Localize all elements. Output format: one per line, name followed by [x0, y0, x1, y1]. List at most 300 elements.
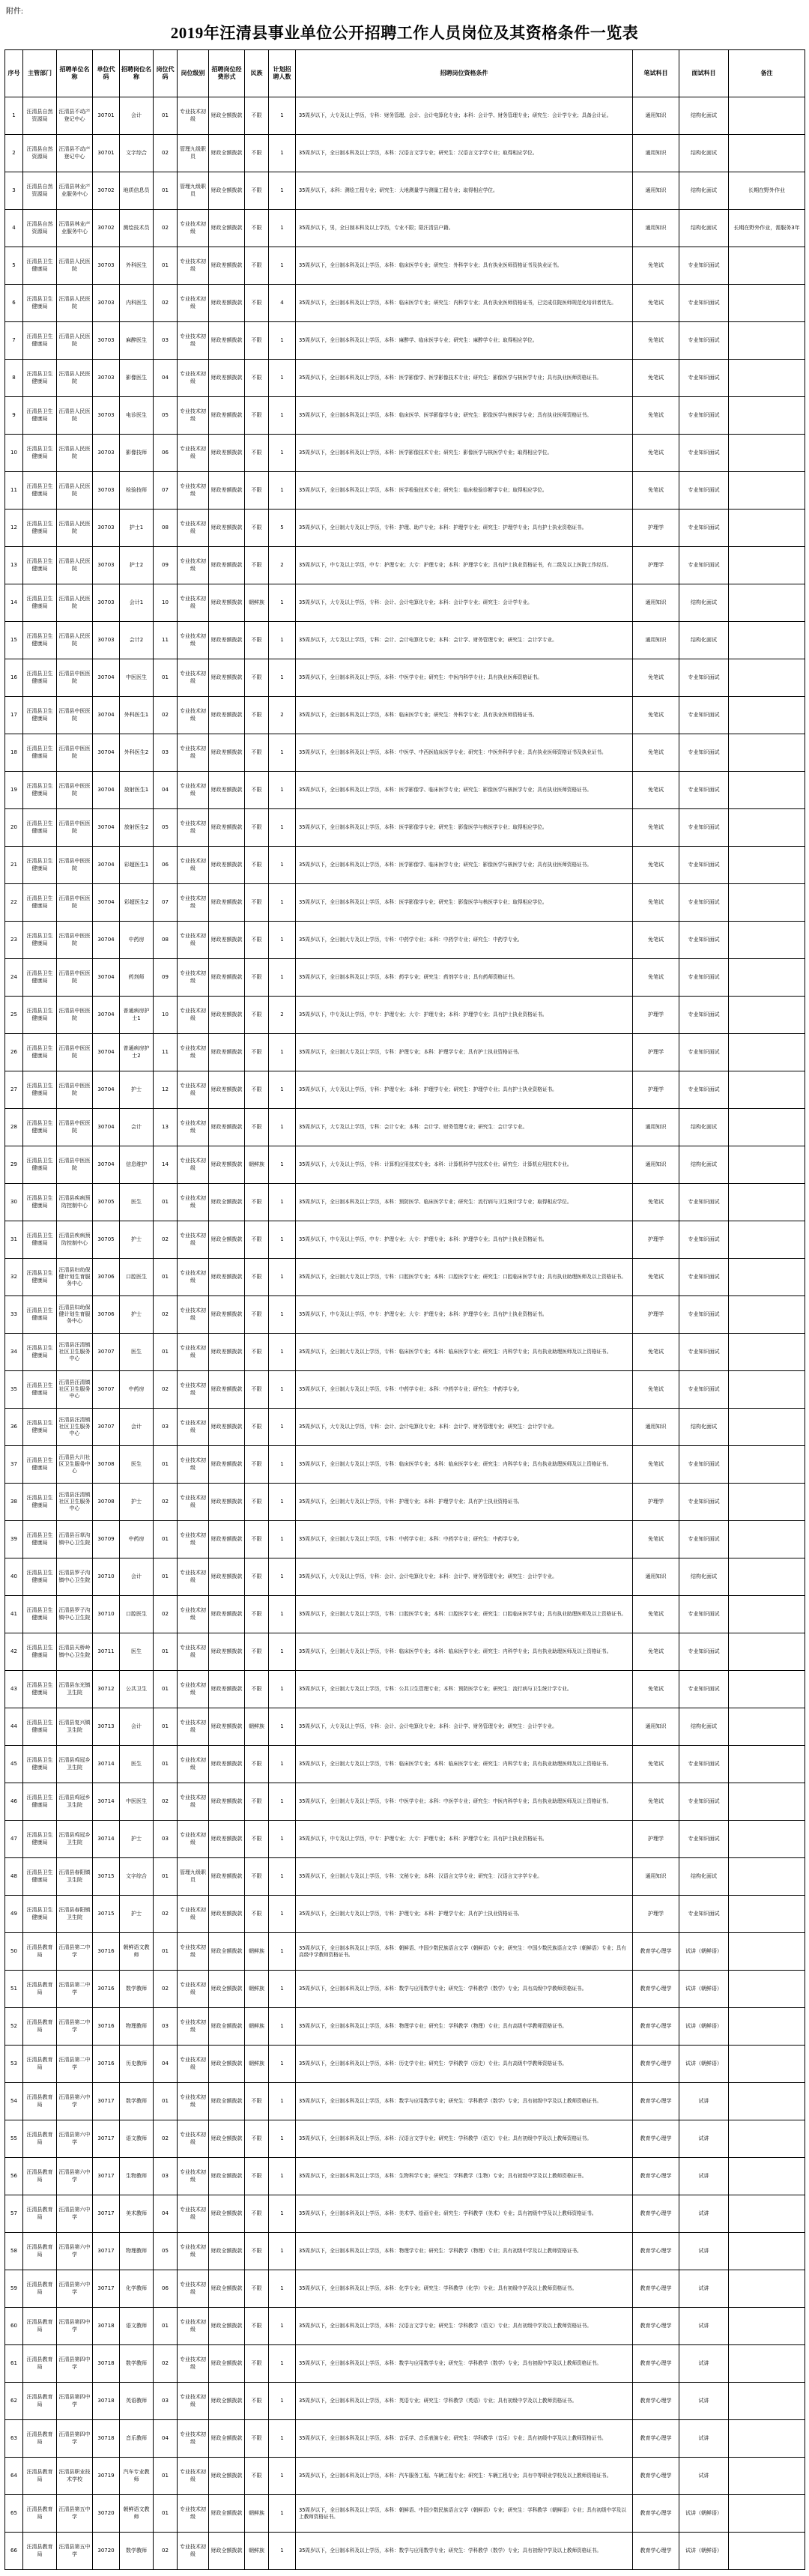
cell-ethnicity: 不限	[245, 322, 269, 360]
cell-remarks	[729, 360, 805, 397]
cell-interview: 专业知识面试	[679, 1671, 729, 1708]
cell-unit-name: 汪清县中医医院	[57, 1109, 93, 1146]
cell-position-code: 06	[154, 435, 178, 472]
cell-department: 汪清县教育局	[23, 2120, 57, 2158]
cell-row-index: 58	[5, 2233, 23, 2270]
table-row	[5, 247, 805, 285]
table-row	[5, 1184, 805, 1221]
cell-ethnicity: 朝鲜族	[245, 2046, 269, 2083]
cell-ethnicity: 朝鲜族	[245, 2008, 269, 2046]
cell-ethnicity: 不限	[245, 1783, 269, 1821]
cell-unit-code: 30711	[93, 1633, 120, 1671]
cell-unit-code: 30703	[93, 322, 120, 360]
cell-funding-type: 财政全额拨款	[209, 1971, 245, 2008]
cell-funding-type: 财政全额拨款	[209, 135, 245, 172]
cell-written-exam: 通用知识	[633, 1409, 679, 1446]
cell-funding-type: 财政全额拨款	[209, 1184, 245, 1221]
cell-funding-type: 财政差额拨款	[209, 322, 245, 360]
cell-department: 汪清县卫生健康局	[23, 922, 57, 959]
cell-unit-code: 30704	[93, 697, 120, 734]
cell-planned-count: 1	[269, 172, 296, 210]
cell-planned-count: 1	[269, 2383, 296, 2420]
cell-ethnicity: 不限	[245, 2420, 269, 2458]
cell-unit-code: 30714	[93, 1783, 120, 1821]
cell-department: 汪清县卫生健康局	[23, 1896, 57, 1933]
cell-unit-code: 30703	[93, 435, 120, 472]
cell-unit-name: 汪清县中医医院	[57, 959, 93, 997]
cell-department: 汪清县卫生健康局	[23, 622, 57, 659]
cell-department: 汪清县卫生健康局	[23, 659, 57, 697]
table-row	[5, 1558, 805, 1596]
cell-interview: 结构化面试	[679, 172, 729, 210]
cell-position-name: 历史教师	[120, 2046, 154, 2083]
cell-written-exam: 护理学	[633, 1896, 679, 1933]
cell-remarks	[729, 2383, 805, 2420]
cell-position-name: 医生	[120, 1633, 154, 1671]
cell-planned-count: 1	[269, 2083, 296, 2120]
cell-remarks	[729, 1259, 805, 1296]
cell-remarks	[729, 1146, 805, 1184]
cell-interview: 结构化面试	[679, 97, 729, 135]
cell-position-code: 01	[154, 1446, 178, 1484]
cell-row-index: 15	[5, 622, 23, 659]
cell-position-name: 普通病房护士2	[120, 1034, 154, 1071]
cell-row-index: 43	[5, 1671, 23, 1708]
cell-ethnicity: 不限	[245, 809, 269, 847]
cell-unit-name: 汪清县汪清镇社区卫生服务中心	[57, 1371, 93, 1409]
cell-position-code: 14	[154, 1146, 178, 1184]
cell-row-index: 29	[5, 1146, 23, 1184]
table-row	[5, 922, 805, 959]
cell-department: 汪清县卫生健康局	[23, 884, 57, 922]
table-row	[5, 322, 805, 360]
cell-planned-count: 1	[269, 1259, 296, 1296]
cell-position-name: 生物教师	[120, 2158, 154, 2195]
cell-unit-code: 30713	[93, 1708, 120, 1746]
cell-unit-code: 30720	[93, 2495, 120, 2533]
cell-funding-type: 财政差额拨款	[209, 1296, 245, 1334]
cell-interview: 专业知识面试	[679, 1783, 729, 1821]
cell-position-level: 专业技术初级	[178, 1334, 209, 1371]
cell-department: 汪清县自然资源局	[23, 97, 57, 135]
table-row	[5, 2083, 805, 2120]
cell-remarks	[729, 1558, 805, 1596]
table-row	[5, 360, 805, 397]
cell-unit-name: 汪清县疾病预防控制中心	[57, 1221, 93, 1259]
cell-funding-type: 财政差额拨款	[209, 772, 245, 809]
cell-unit-code: 30703	[93, 584, 120, 622]
cell-funding-type: 财政差额拨款	[209, 1446, 245, 1484]
cell-unit-code: 30704	[93, 997, 120, 1034]
cell-remarks	[729, 809, 805, 847]
cell-interview: 结构化面试	[679, 1146, 729, 1184]
cell-unit-code: 30710	[93, 1558, 120, 1596]
cell-requirements: 35周岁以下，大专及以上学历，专科：会计、会计电算化专业；本科：会计学、财务管理专业；研究生：会计学专业。	[296, 1708, 633, 1746]
cell-unit-name: 汪清县鸡冠乡卫生院	[57, 1746, 93, 1783]
cell-position-level: 专业技术初级	[178, 97, 209, 135]
cell-row-index: 50	[5, 1933, 23, 1971]
cell-written-exam: 免笔试	[633, 1259, 679, 1296]
cell-position-code: 01	[154, 1746, 178, 1783]
cell-written-exam: 通用知识	[633, 584, 679, 622]
cell-unit-code: 30716	[93, 1933, 120, 1971]
cell-department: 汪清县卫生健康局	[23, 1221, 57, 1259]
cell-position-name: 中药房	[120, 1371, 154, 1409]
cell-unit-name: 汪清县汪清镇社区卫生服务中心	[57, 1409, 93, 1446]
cell-position-level: 专业技术初级	[178, 2458, 209, 2495]
cell-unit-name: 汪清县不动产登记中心	[57, 97, 93, 135]
table-row	[5, 959, 805, 997]
cell-remarks	[729, 1633, 805, 1671]
cell-remarks	[729, 472, 805, 510]
cell-position-code: 01	[154, 1933, 178, 1971]
cell-remarks	[729, 1708, 805, 1746]
cell-remarks	[729, 734, 805, 772]
cell-written-exam: 通用知识	[633, 210, 679, 247]
cell-written-exam: 免笔试	[633, 1334, 679, 1371]
cell-department: 汪清县教育局	[23, 2420, 57, 2458]
cell-interview: 专业知识面试	[679, 1221, 729, 1259]
cell-position-level: 专业技术初级	[178, 1596, 209, 1633]
cell-position-name: 公共卫生	[120, 1671, 154, 1708]
cell-requirements: 35周岁以下，全日制大专及以上学历，专科：中医学专业；本科：中医学专业；研究生：中医内科学专业；具有执业助理医师及以上资格证书。	[296, 1783, 633, 1821]
cell-unit-name: 汪清县中医医院	[57, 922, 93, 959]
cell-planned-count: 1	[269, 1071, 296, 1109]
cell-remarks	[729, 1409, 805, 1446]
cell-position-name: 文字综合	[120, 1858, 154, 1896]
cell-department: 汪清县教育局	[23, 1971, 57, 2008]
cell-written-exam: 教育学心理学	[633, 2008, 679, 2046]
cell-requirements: 35周岁以下，全日制大专及以上学历，专科：临床医学专业；本科：临床医学专业；研究生：内科学专业；具有执业助理医师及以上资格证书。	[296, 1334, 633, 1371]
cell-position-code: 02	[154, 135, 178, 172]
cell-ethnicity: 不限	[245, 922, 269, 959]
cell-remarks	[729, 2158, 805, 2195]
cell-row-index: 53	[5, 2046, 23, 2083]
cell-funding-type: 财政差额拨款	[209, 1671, 245, 1708]
cell-planned-count: 1	[269, 622, 296, 659]
cell-unit-code: 30703	[93, 510, 120, 547]
cell-planned-count: 1	[269, 2495, 296, 2533]
cell-interview: 结构化面试	[679, 622, 729, 659]
cell-requirements: 35周岁以下，全日制本科及以上学历，本科：数学与应用数学专业；研究生：学科教学（数学）专业；具有初级中学及以上教师资格证书。	[296, 2345, 633, 2383]
col-header-unit-code: 单位代码	[93, 50, 120, 97]
cell-funding-type: 财政全额拨款	[209, 1221, 245, 1259]
table-row	[5, 1896, 805, 1933]
cell-row-index: 27	[5, 1071, 23, 1109]
cell-position-code: 10	[154, 997, 178, 1034]
cell-ethnicity: 不限	[245, 1221, 269, 1259]
cell-row-index: 20	[5, 809, 23, 847]
cell-unit-name: 汪清县第四中学	[57, 2345, 93, 2383]
cell-department: 汪清县卫生健康局	[23, 584, 57, 622]
cell-position-name: 测绘技术员	[120, 210, 154, 247]
cell-position-level: 专业技术初级	[178, 2308, 209, 2345]
cell-unit-name: 汪清县中医医院	[57, 997, 93, 1034]
cell-ethnicity: 不限	[245, 622, 269, 659]
cell-interview: 专业知识面试	[679, 734, 729, 772]
cell-interview: 专业知识面试	[679, 1821, 729, 1858]
cell-position-level: 管理九级职员	[178, 1858, 209, 1896]
cell-ethnicity: 不限	[245, 2458, 269, 2495]
cell-requirements: 35周岁以下，全日制本科及以上学历，本科：医学影像学专业；研究生：影像医学与核医学专业；取得相应学位。	[296, 884, 633, 922]
cell-unit-name: 汪清县人民医院	[57, 622, 93, 659]
cell-position-code: 03	[154, 322, 178, 360]
cell-row-index: 12	[5, 510, 23, 547]
cell-position-level: 专业技术初级	[178, 997, 209, 1034]
cell-position-code: 02	[154, 1371, 178, 1409]
cell-position-code: 02	[154, 285, 178, 322]
cell-written-exam: 通用知识	[633, 1708, 679, 1746]
cell-position-code: 01	[154, 1708, 178, 1746]
table-row	[5, 2270, 805, 2308]
cell-position-name: 护士2	[120, 547, 154, 584]
cell-unit-name: 汪清县妇幼保健计划生育服务中心	[57, 1259, 93, 1296]
cell-ethnicity: 不限	[245, 2233, 269, 2270]
cell-row-index: 56	[5, 2158, 23, 2195]
cell-ethnicity: 不限	[245, 884, 269, 922]
cell-department: 汪清县卫生健康局	[23, 510, 57, 547]
cell-ethnicity: 不限	[245, 659, 269, 697]
cell-unit-name: 汪清县中医医院	[57, 847, 93, 884]
table-row	[5, 1746, 805, 1783]
cell-position-name: 医生	[120, 1446, 154, 1484]
cell-written-exam: 免笔试	[633, 1446, 679, 1484]
cell-planned-count: 1	[269, 135, 296, 172]
cell-remarks	[729, 922, 805, 959]
cell-written-exam: 免笔试	[633, 1671, 679, 1708]
cell-interview: 专业知识面试	[679, 1484, 729, 1521]
cell-unit-name: 汪清县第六中学	[57, 2270, 93, 2308]
cell-ethnicity: 不限	[245, 97, 269, 135]
cell-position-name: 文字综合	[120, 135, 154, 172]
table-row	[5, 1334, 805, 1371]
table-row	[5, 97, 805, 135]
cell-ethnicity: 朝鲜族	[245, 584, 269, 622]
cell-ethnicity: 不限	[245, 1446, 269, 1484]
table-row	[5, 884, 805, 922]
cell-unit-code: 30717	[93, 2083, 120, 2120]
cell-position-code: 03	[154, 2008, 178, 2046]
cell-position-code: 04	[154, 2420, 178, 2458]
cell-funding-type: 财政差额拨款	[209, 659, 245, 697]
cell-row-index: 18	[5, 734, 23, 772]
cell-row-index: 39	[5, 1521, 23, 1558]
cell-position-code: 01	[154, 1259, 178, 1296]
cell-ethnicity: 朝鲜族	[245, 1933, 269, 1971]
cell-unit-code: 30704	[93, 959, 120, 997]
cell-planned-count: 5	[269, 510, 296, 547]
cell-position-level: 专业技术初级	[178, 922, 209, 959]
cell-requirements: 35周岁以下，大专及以上学历，专科：护理专业；本科：护理学专业；研究生：护理学专业；具有护士执业资格证书。	[296, 1071, 633, 1109]
cell-position-code: 10	[154, 584, 178, 622]
table-row	[5, 1671, 805, 1708]
cell-ethnicity: 不限	[245, 435, 269, 472]
cell-position-name: 会计2	[120, 622, 154, 659]
cell-ethnicity: 不限	[245, 697, 269, 734]
cell-row-index: 28	[5, 1109, 23, 1146]
cell-funding-type: 财政差额拨款	[209, 1371, 245, 1409]
cell-department: 汪清县教育局	[23, 2533, 57, 2570]
cell-written-exam: 教育学心理学	[633, 2458, 679, 2495]
cell-ethnicity: 不限	[245, 2345, 269, 2383]
cell-planned-count: 1	[269, 360, 296, 397]
cell-remarks	[729, 2420, 805, 2458]
cell-position-level: 专业技术初级	[178, 2233, 209, 2270]
cell-unit-name: 汪清县鸡冠乡卫生院	[57, 1783, 93, 1821]
cell-requirements: 35周岁以下，全日制本科及以上学历，本科：医学影像技术专业；研究生：影像医学与核医学专业；取得相应学位。	[296, 435, 633, 472]
cell-row-index: 22	[5, 884, 23, 922]
cell-planned-count: 1	[269, 2195, 296, 2233]
cell-ethnicity: 不限	[245, 2158, 269, 2195]
cell-position-name: 普通病房护士1	[120, 997, 154, 1034]
cell-unit-code: 30704	[93, 847, 120, 884]
table-row	[5, 1371, 805, 1409]
cell-department: 汪清县卫生健康局	[23, 547, 57, 584]
table-row	[5, 1484, 805, 1521]
cell-position-level: 专业技术初级	[178, 1558, 209, 1596]
cell-funding-type: 财政差额拨款	[209, 584, 245, 622]
cell-position-code: 02	[154, 1896, 178, 1933]
col-header-unit-name: 招聘单位名称	[57, 50, 93, 97]
cell-planned-count: 1	[269, 1221, 296, 1259]
cell-row-index: 26	[5, 1034, 23, 1071]
cell-planned-count: 2	[269, 697, 296, 734]
cell-position-level: 专业技术初级	[178, 2533, 209, 2570]
cell-department: 汪清县卫生健康局	[23, 1446, 57, 1484]
cell-written-exam: 教育学心理学	[633, 2308, 679, 2345]
cell-row-index: 1	[5, 97, 23, 135]
cell-position-code: 05	[154, 397, 178, 435]
cell-remarks	[729, 697, 805, 734]
cell-requirements: 35周岁以下，全日制大专及以上学历，专科：临床医学专业；本科：临床医学专业；研究生：内科学专业；具有执业助理医师及以上资格证书。	[296, 1446, 633, 1484]
cell-remarks	[729, 997, 805, 1034]
cell-row-index: 40	[5, 1558, 23, 1596]
cell-unit-name: 汪清县人民医院	[57, 584, 93, 622]
cell-position-code: 08	[154, 922, 178, 959]
cell-department: 汪清县卫生健康局	[23, 1671, 57, 1708]
table-row	[5, 659, 805, 697]
cell-unit-code: 30704	[93, 1034, 120, 1071]
cell-unit-code: 30701	[93, 135, 120, 172]
col-header-written-exam: 笔试科目	[633, 50, 679, 97]
cell-unit-code: 30702	[93, 172, 120, 210]
cell-remarks	[729, 1896, 805, 1933]
cell-unit-code: 30704	[93, 659, 120, 697]
cell-interview: 结构化面试	[679, 1858, 729, 1896]
cell-department: 汪清县卫生健康局	[23, 847, 57, 884]
cell-department: 汪清县卫生健康局	[23, 1034, 57, 1071]
cell-position-level: 专业技术初级	[178, 1633, 209, 1671]
col-header-interview: 面试科目	[679, 50, 729, 97]
cell-requirements: 35周岁以下，全日制大专及以上学历，专科：公共卫生管理专业；本科：预防医学专业；研究生：流行病与卫生统计学专业。	[296, 1671, 633, 1708]
cell-requirements: 35周岁以下，大专及以上学历，专科：计算机应用技术专业；本科：计算机科学与技术专业；研究生：计算机应用技术专业。	[296, 1146, 633, 1184]
cell-row-index: 46	[5, 1783, 23, 1821]
cell-requirements: 35周岁以下，中专及以上学历，中专：护理专业；大专：护理专业；本科：护理学专业；具有护士执业资格证书。	[296, 1296, 633, 1334]
cell-written-exam: 护理学	[633, 1034, 679, 1071]
cell-unit-code: 30707	[93, 1371, 120, 1409]
cell-unit-code: 30705	[93, 1184, 120, 1221]
cell-unit-name: 汪清县人民医院	[57, 547, 93, 584]
cell-ethnicity: 不限	[245, 1671, 269, 1708]
cell-funding-type: 财政全额拨款	[209, 2046, 245, 2083]
table-row	[5, 2345, 805, 2383]
cell-written-exam: 教育学心理学	[633, 1933, 679, 1971]
cell-funding-type: 财政差额拨款	[209, 435, 245, 472]
cell-ethnicity: 不限	[245, 1746, 269, 1783]
cell-written-exam: 免笔试	[633, 847, 679, 884]
cell-written-exam: 免笔试	[633, 772, 679, 809]
cell-written-exam: 教育学心理学	[633, 2383, 679, 2420]
cell-written-exam: 通用知识	[633, 1146, 679, 1184]
cell-remarks	[729, 1296, 805, 1334]
cell-written-exam: 护理学	[633, 1221, 679, 1259]
cell-planned-count: 1	[269, 1334, 296, 1371]
cell-remarks	[729, 772, 805, 809]
cell-department: 汪清县卫生健康局	[23, 1184, 57, 1221]
cell-funding-type: 财政差额拨款	[209, 1521, 245, 1558]
cell-department: 汪清县卫生健康局	[23, 472, 57, 510]
cell-department: 汪清县卫生健康局	[23, 435, 57, 472]
cell-position-level: 专业技术初级	[178, 1034, 209, 1071]
cell-written-exam: 免笔试	[633, 247, 679, 285]
cell-ethnicity: 不限	[245, 2120, 269, 2158]
cell-position-code: 01	[154, 1184, 178, 1221]
cell-planned-count: 1	[269, 397, 296, 435]
cell-unit-code: 30715	[93, 1896, 120, 1933]
cell-funding-type: 财政差额拨款	[209, 997, 245, 1034]
cell-position-level: 专业技术初级	[178, 1446, 209, 1484]
cell-row-index: 33	[5, 1296, 23, 1334]
cell-row-index: 52	[5, 2008, 23, 2046]
cell-planned-count: 1	[269, 2420, 296, 2458]
cell-position-level: 专业技术初级	[178, 2195, 209, 2233]
cell-unit-name: 汪清县不动产登记中心	[57, 135, 93, 172]
cell-written-exam: 护理学	[633, 1484, 679, 1521]
cell-unit-name: 汪清县东光镇卫生院	[57, 1671, 93, 1708]
cell-requirements: 35周岁以下，全日制本科及以上学历，本科：数学与应用数学专业；研究生：学科教学（数学）专业；具有初级中学及以上教师资格证书。	[296, 2083, 633, 2120]
cell-written-exam: 教育学心理学	[633, 2083, 679, 2120]
cell-planned-count: 1	[269, 734, 296, 772]
cell-planned-count: 1	[269, 1896, 296, 1933]
cell-position-level: 管理九级职员	[178, 135, 209, 172]
cell-position-code: 08	[154, 510, 178, 547]
cell-remarks	[729, 1184, 805, 1221]
cell-requirements: 35周岁以下，全日制本科及以上学历，本科：临床医学专业；研究生：内科学专业；具有执业医师资格证书，已完成住院医师规范化培训者优先。	[296, 285, 633, 322]
cell-unit-name: 汪清县汪清镇社区卫生服务中心	[57, 1484, 93, 1521]
table-row	[5, 772, 805, 809]
cell-interview: 专业知识面试	[679, 435, 729, 472]
cell-position-level: 专业技术初级	[178, 659, 209, 697]
cell-funding-type: 财政差额拨款	[209, 360, 245, 397]
cell-unit-code: 30714	[93, 1746, 120, 1783]
cell-interview: 结构化面试	[679, 135, 729, 172]
cell-requirements: 35周岁以下，大专及以上学历，专科：会计、会计电算化专业；本科：会计学、财务管理专业；研究生：会计学专业。	[296, 622, 633, 659]
cell-remarks	[729, 97, 805, 135]
cell-row-index: 14	[5, 584, 23, 622]
cell-unit-code: 30704	[93, 1071, 120, 1109]
cell-requirements: 35周岁以下，大专及以上学历，专科：会计、会计电算化专业；本科：会计学、财务管理专业；研究生：会计学专业。	[296, 1409, 633, 1446]
cell-written-exam: 通用知识	[633, 1858, 679, 1896]
cell-position-name: 地质信息员	[120, 172, 154, 210]
cell-position-code: 11	[154, 1034, 178, 1071]
cell-row-index: 11	[5, 472, 23, 510]
cell-row-index: 34	[5, 1334, 23, 1371]
cell-requirements: 35周岁以下，全日制本科及以上学历，本科：生物科学专业；研究生：学科教学（生物）专业；具有初级中学及以上教师资格证书。	[296, 2158, 633, 2195]
cell-position-name: 放射医生1	[120, 772, 154, 809]
cell-position-name: 彩超医生2	[120, 884, 154, 922]
cell-position-name: 护士	[120, 1484, 154, 1521]
cell-written-exam: 免笔试	[633, 809, 679, 847]
